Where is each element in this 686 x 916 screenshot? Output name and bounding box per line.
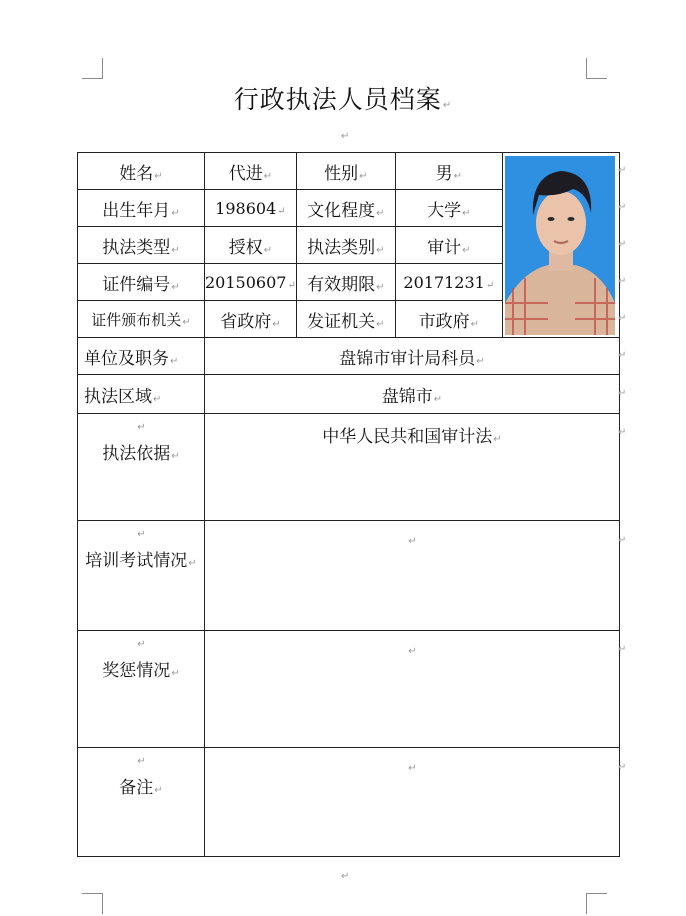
birth-label-cell [78, 190, 205, 227]
unit-value-cell[interactable] [205, 338, 620, 375]
cert-authority-label-cell [296, 301, 395, 338]
paragraph-mark: ↵ [287, 279, 296, 291]
issuer-label-cell [78, 301, 205, 338]
paragraph-mark: ↵ [618, 644, 627, 655]
region-value-cell[interactable] [205, 375, 620, 414]
unit-label-cell [78, 338, 205, 375]
cert-no-label: 证件编号 [102, 274, 171, 295]
training-label-cell [78, 521, 205, 631]
table-row [78, 414, 620, 521]
paragraph-mark: ↵ [182, 316, 191, 328]
name-label: 姓名 [119, 163, 154, 184]
paragraph-mark: ↵ [171, 668, 180, 679]
paragraph-mark: ↵ [341, 131, 350, 142]
table-row [78, 375, 620, 414]
paragraph-mark: ↵ [618, 388, 627, 399]
gender-label: 性别 [324, 163, 359, 184]
paragraph-mark: ↵ [376, 244, 385, 256]
paragraph-mark: ↵ [408, 646, 417, 657]
profile-table [77, 152, 620, 857]
paragraph-mark: ↵ [618, 165, 627, 176]
rewards-label: 奖惩情况 [102, 661, 171, 681]
region-label-cell [78, 375, 205, 414]
paragraph-mark: ↵ [171, 244, 180, 256]
issuer-label: 证件颁布机关 [91, 310, 182, 329]
enforcement-type-label-cell [78, 227, 205, 264]
issuer-value: 省政府 [220, 311, 272, 332]
photo-cell[interactable] [502, 153, 619, 338]
paragraph-mark: ↵ [618, 276, 627, 287]
education-label: 文化程度 [307, 200, 376, 221]
crop-mark-top-left [82, 58, 103, 79]
table-row [78, 338, 620, 375]
enforcement-category-value-cell[interactable] [395, 227, 502, 264]
paragraph-mark: ↵ [462, 207, 471, 219]
validity-value: 20171231 [403, 272, 485, 292]
paragraph-mark: ↵ [171, 207, 180, 219]
cert-authority-label: 发证机关 [307, 311, 376, 332]
paragraph-mark: ↵ [188, 558, 197, 569]
paragraph-mark: ↵ [462, 244, 471, 256]
paragraph-mark: ↵ [137, 529, 146, 540]
paragraph-mark: ↵ [442, 100, 453, 111]
birth-value-cell[interactable] [205, 190, 297, 227]
paragraph-mark: ↵ [137, 422, 146, 433]
issuer-value-cell[interactable] [205, 301, 297, 338]
paragraph-mark: ↵ [618, 239, 627, 250]
paragraph-mark: ↵ [618, 202, 627, 213]
paragraph-mark: ↵ [453, 170, 463, 182]
paragraph-mark: ↵ [277, 205, 286, 217]
paragraph-mark: ↵ [153, 393, 162, 405]
paragraph-mark: ↵ [359, 170, 368, 182]
document-title [0, 80, 686, 116]
enforcement-type-label: 执法类型 [102, 237, 171, 258]
document-title-text: 行政执法人员档案 [233, 85, 442, 114]
paragraph-mark: ↵ [263, 170, 273, 182]
paragraph-mark: ↵ [154, 785, 163, 796]
paragraph-mark: ↵ [408, 763, 417, 774]
validity-label: 有效期限 [307, 274, 376, 295]
validity-label-cell [296, 264, 395, 301]
region-value: 盘锦市 [381, 386, 433, 407]
paragraph-mark: ↵ [376, 318, 385, 330]
basis-value: 中华人民共和国审计法 [322, 427, 493, 447]
paragraph-mark: ↵ [618, 535, 627, 546]
training-label: 培训考试情况 [85, 551, 188, 571]
paragraph-mark: ↵ [618, 762, 627, 773]
education-value: 大学 [427, 200, 462, 221]
paragraph-mark: ↵ [376, 281, 385, 293]
enforcement-type-value-cell[interactable] [205, 227, 297, 264]
remarks-label: 备注 [119, 778, 154, 798]
cert-no-value: 20150607 [205, 272, 287, 292]
rewards-label-cell [78, 631, 205, 748]
paragraph-mark: ↵ [341, 871, 350, 882]
remarks-value-cell[interactable] [205, 748, 620, 857]
paragraph-mark: ↵ [408, 536, 417, 547]
table-row [78, 153, 620, 190]
name-label-cell [78, 153, 205, 190]
validity-value-cell[interactable] [395, 264, 502, 301]
paragraph-mark: ↵ [137, 756, 146, 767]
paragraph-mark: ↵ [171, 451, 180, 462]
basis-value-cell[interactable] [205, 414, 620, 521]
crop-mark-bottom-right [586, 893, 607, 914]
portrait-photo [503, 153, 619, 337]
paragraph-mark: ↵ [376, 207, 385, 219]
paragraph-mark: ↵ [137, 639, 146, 650]
birth-label: 出生年月 [102, 200, 171, 221]
table-row [78, 631, 620, 748]
name-value-cell[interactable] [205, 153, 297, 190]
paragraph-mark: ↵ [170, 355, 179, 367]
paragraph-mark: ↵ [263, 244, 273, 256]
paragraph-mark: ↵ [154, 170, 163, 182]
name-value: 代进 [228, 163, 263, 184]
cert-authority-value: 市政府 [418, 311, 470, 332]
education-label-cell [296, 190, 395, 227]
paragraph-mark: ↵ [433, 393, 443, 405]
cert-authority-value-cell[interactable] [395, 301, 502, 338]
paragraph-mark: ↵ [171, 281, 180, 293]
enforcement-category-label-cell [296, 227, 395, 264]
basis-label: 执法依据 [102, 444, 171, 464]
region-label: 执法区域 [84, 386, 152, 407]
unit-label: 单位及职务 [84, 348, 169, 369]
table-row [78, 748, 620, 857]
rewards-value-cell[interactable] [205, 631, 620, 748]
paragraph-mark: ↵ [476, 355, 485, 367]
remarks-label-cell [78, 748, 205, 857]
basis-label-cell [78, 414, 205, 521]
paragraph-mark: ↵ [470, 318, 480, 330]
cert-no-value-cell[interactable] [205, 264, 297, 301]
paragraph-mark: ↵ [618, 427, 627, 438]
birth-value: 198604 [215, 198, 277, 218]
paragraph-mark: ↵ [618, 313, 627, 324]
unit-value: 盘锦市审计局科员 [339, 348, 476, 369]
education-value-cell[interactable] [395, 190, 502, 227]
enforcement-category-value: 审计 [427, 237, 462, 258]
crop-mark-top-right [586, 58, 607, 79]
enforcement-category-label: 执法类别 [307, 237, 376, 258]
gender-value-cell[interactable] [395, 153, 502, 190]
paragraph-mark: ↵ [618, 350, 627, 361]
paragraph-mark: ↵ [493, 434, 502, 445]
paragraph-mark: ↵ [485, 279, 495, 291]
table-row [78, 521, 620, 631]
cert-no-label-cell [78, 264, 205, 301]
gender-value: 男 [435, 163, 453, 184]
enforcement-type-value: 授权 [228, 237, 263, 258]
training-value-cell[interactable] [205, 521, 620, 631]
paragraph-mark: ↵ [272, 318, 281, 330]
crop-mark-bottom-left [82, 893, 103, 914]
gender-label-cell [296, 153, 395, 190]
